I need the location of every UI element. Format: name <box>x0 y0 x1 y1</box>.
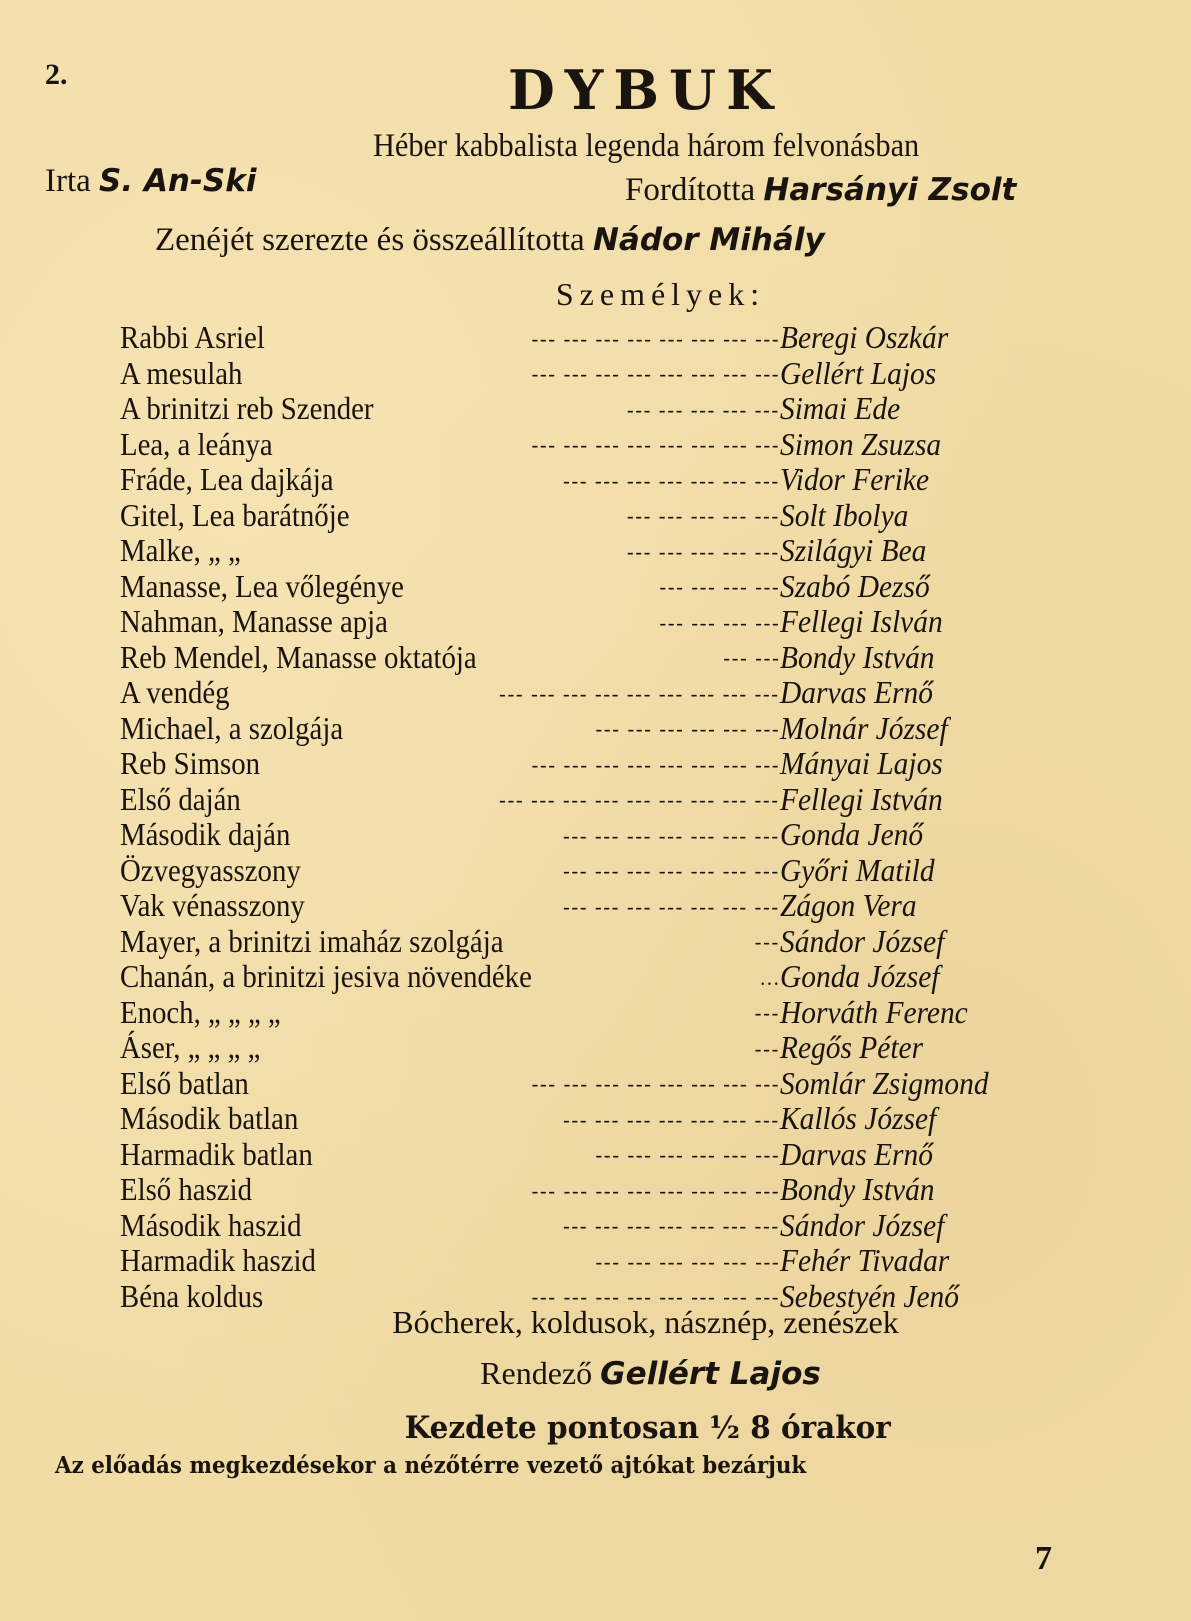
cast-row <box>120 746 1080 782</box>
director-credit <box>0 1355 1191 1392</box>
leader-dots: --- --- --- --- --- --- --- <box>563 1213 780 1238</box>
actor-name: Gonda Jenő <box>780 816 924 852</box>
role-name: Rabbi Asriel <box>120 319 265 355</box>
cast-row <box>120 640 1080 676</box>
cast-row <box>120 356 1080 392</box>
composer-name: Nádor Mihály <box>592 222 825 258</box>
translator-credit <box>625 172 1016 209</box>
leader-dots: --- --- --- --- <box>659 574 780 599</box>
actor-name: Zágon Vera <box>780 887 917 923</box>
role-name: A vendég <box>120 674 230 710</box>
cast-row <box>120 498 1080 534</box>
cast-row <box>120 569 1080 605</box>
actor-name: Regős Péter <box>780 1029 924 1065</box>
leader-dots: --- --- --- --- --- --- --- --- <box>531 432 780 457</box>
cast-row <box>120 391 1080 427</box>
leader-dots: --- --- --- --- --- --- <box>595 1142 780 1167</box>
actor-name: Fellegi Islván <box>780 603 943 639</box>
role-name: Michael, a szolgája <box>120 709 344 746</box>
actor-name: Beregi Oszkár <box>780 319 949 355</box>
leader-dots: ... <box>759 964 780 990</box>
cast-row <box>120 782 1080 818</box>
actor-name: Simon Zsuzsa <box>780 425 942 462</box>
cast-heading: Személyek: <box>555 276 766 312</box>
actor-name: Kallós József <box>780 1100 937 1136</box>
actor-name: Gonda József <box>780 958 940 994</box>
leader-dots: --- --- --- --- --- --- <box>595 716 780 741</box>
leader-dots: --- <box>754 1035 780 1061</box>
actor-name: Sándor József <box>780 1206 945 1243</box>
actor-name: Darvas Ernő <box>780 1135 933 1172</box>
music-prefix: Zenéjét szerezte és összeállította <box>155 222 585 258</box>
cast-row <box>120 1030 1080 1066</box>
cast-row <box>120 533 1080 569</box>
play-subtitle: Héber kabbalista legenda három felvonásban <box>372 128 920 164</box>
role-name: Chanán, a brinitzi jesiva növendéke <box>120 958 532 994</box>
leader-dots: --- --- --- --- --- --- --- --- --- <box>499 787 780 812</box>
role-name: Fráde, Lea dajkája <box>120 461 334 497</box>
cast-row <box>120 1243 1080 1279</box>
leader-dots: --- --- --- --- --- <box>627 396 780 422</box>
leader-dots: --- --- --- --- --- --- --- --- <box>531 1177 780 1203</box>
cast-row <box>120 853 1080 889</box>
actor-name: Bondy István <box>780 1171 935 1207</box>
actor-name: Szabó Dezső <box>780 567 930 604</box>
role-name: Vak vénasszony <box>120 887 305 923</box>
ensemble-line: Bócherek, koldusok, násznép, zenészek <box>392 1304 899 1340</box>
leader-dots: --- --- --- --- --- --- --- --- <box>531 361 780 386</box>
role-name: Béna koldus <box>120 1277 264 1314</box>
actor-name: Gellért Lajos <box>780 354 937 391</box>
actor-name: Darvas Ernő <box>780 674 933 710</box>
author-prefix: Irta <box>45 163 91 199</box>
leader-dots: --- <box>754 1000 780 1025</box>
actor-name: Szilágyi Bea <box>780 532 927 568</box>
role-name: Gitel, Lea barátnője <box>120 496 350 533</box>
page-number-bottom: 7 <box>1035 1540 1052 1577</box>
cast-row <box>120 1137 1080 1173</box>
leader-dots: --- --- --- --- --- --- --- --- --- <box>499 680 780 706</box>
leader-dots: --- --- --- --- --- --- --- <box>563 858 780 883</box>
leader-dots: --- --- --- --- --- <box>627 503 780 528</box>
leader-dots: --- --- --- --- --- --- --- <box>563 467 780 493</box>
leader-dots: --- --- <box>722 645 780 670</box>
role-name: Első haszid <box>120 1171 252 1207</box>
cast-row <box>120 427 1080 463</box>
leader-dots: --- --- --- --- --- <box>627 538 780 564</box>
leader-dots: --- --- --- --- <box>659 609 780 635</box>
actor-name: Molnár József <box>780 709 948 746</box>
actor-name: Horváth Ferenc <box>780 993 968 1030</box>
role-name: Első daján <box>120 780 241 817</box>
leader-dots: --- --- --- --- --- --- --- <box>563 893 780 919</box>
role-name: Első batlan <box>120 1064 249 1101</box>
cast-row <box>120 462 1080 498</box>
role-name: A brinitzi reb Szender <box>120 390 374 426</box>
start-time: Kezdete pontosan ½ 8 órakor <box>404 1410 891 1446</box>
cast-row <box>120 959 1080 995</box>
role-name: Nahman, Manasse apja <box>120 603 388 639</box>
actor-name: Sándor József <box>780 922 945 959</box>
actor-name: Fellegi István <box>780 780 943 817</box>
actor-name: Sebestyén Jenő <box>780 1277 959 1314</box>
actor-name: Somlár Zsigmond <box>780 1064 989 1101</box>
cast-row <box>120 604 1080 640</box>
cast-list <box>120 320 1080 1314</box>
actor-name: Bondy István <box>780 638 935 675</box>
actor-name: Vidor Ferike <box>780 461 930 497</box>
role-name: Harmadik batlan <box>120 1135 313 1172</box>
cast-row <box>120 1208 1080 1244</box>
leader-dots: --- --- --- --- --- --- --- --- <box>531 1071 780 1096</box>
actor-name: Solt Ibolya <box>780 496 909 533</box>
role-name: Reb Simson <box>120 745 261 781</box>
role-name: Második daján <box>120 816 291 852</box>
role-name: A mesulah <box>120 354 243 391</box>
actor-name: Mányai Lajos <box>780 745 943 781</box>
role-name: Lea, a leánya <box>120 425 273 462</box>
actor-name: Simai Ede <box>780 390 901 426</box>
actor-name: Fehér Tivadar <box>780 1242 950 1278</box>
role-name: Enoch, „ „ „ „ <box>120 993 281 1030</box>
cast-row <box>120 320 1080 356</box>
leader-dots: --- --- --- --- --- --- <box>595 1248 780 1274</box>
leader-dots: --- --- --- --- --- --- --- <box>563 822 780 848</box>
cast-row <box>120 995 1080 1031</box>
cast-row <box>120 1172 1080 1208</box>
actor-name: Győri Matild <box>780 851 935 888</box>
door-notice: Az előadás megkezdésekor a nézőtérre vezető ajtókat bezárjuk <box>55 1452 807 1479</box>
cast-row <box>120 924 1080 960</box>
role-name: Reb Mendel, Manasse oktatója <box>120 638 477 675</box>
translator-prefix: Fordította <box>625 172 756 208</box>
leader-dots: --- --- --- --- --- --- --- --- <box>531 1284 780 1309</box>
role-name: Második haszid <box>120 1206 302 1243</box>
role-name: Áser, „ „ „ „ <box>120 1029 261 1065</box>
role-name: Harmadik haszid <box>120 1242 316 1278</box>
translator-name: Harsányi Zsolt <box>763 172 1017 208</box>
play-title: DYBUK <box>507 58 784 122</box>
page-number-top: 2. <box>45 58 68 91</box>
cast-row <box>120 675 1080 711</box>
cast-row <box>120 1066 1080 1102</box>
leader-dots: --- --- --- --- --- --- --- --- <box>531 751 780 777</box>
leader-dots: --- <box>754 929 780 954</box>
author-name: S. An-Ski <box>99 163 257 199</box>
director-prefix: Rendező <box>480 1355 593 1391</box>
cast-row <box>120 711 1080 747</box>
author-credit <box>45 163 256 200</box>
leader-dots: --- --- --- --- --- --- --- <box>563 1106 780 1132</box>
director-name: Gellért Lajos <box>600 1356 821 1392</box>
cast-row <box>120 888 1080 924</box>
music-credit <box>155 222 825 259</box>
role-name: Özvegyasszony <box>120 851 301 888</box>
role-name: Manasse, Lea vőlegénye <box>120 567 404 604</box>
cast-row <box>120 1101 1080 1137</box>
leader-dots: --- --- --- --- --- --- --- --- <box>531 325 780 351</box>
role-name: Második batlan <box>120 1100 299 1136</box>
role-name: Malke, „ „ <box>120 532 241 568</box>
cast-row <box>120 817 1080 853</box>
role-name: Mayer, a brinitzi imaház szolgája <box>120 922 504 959</box>
